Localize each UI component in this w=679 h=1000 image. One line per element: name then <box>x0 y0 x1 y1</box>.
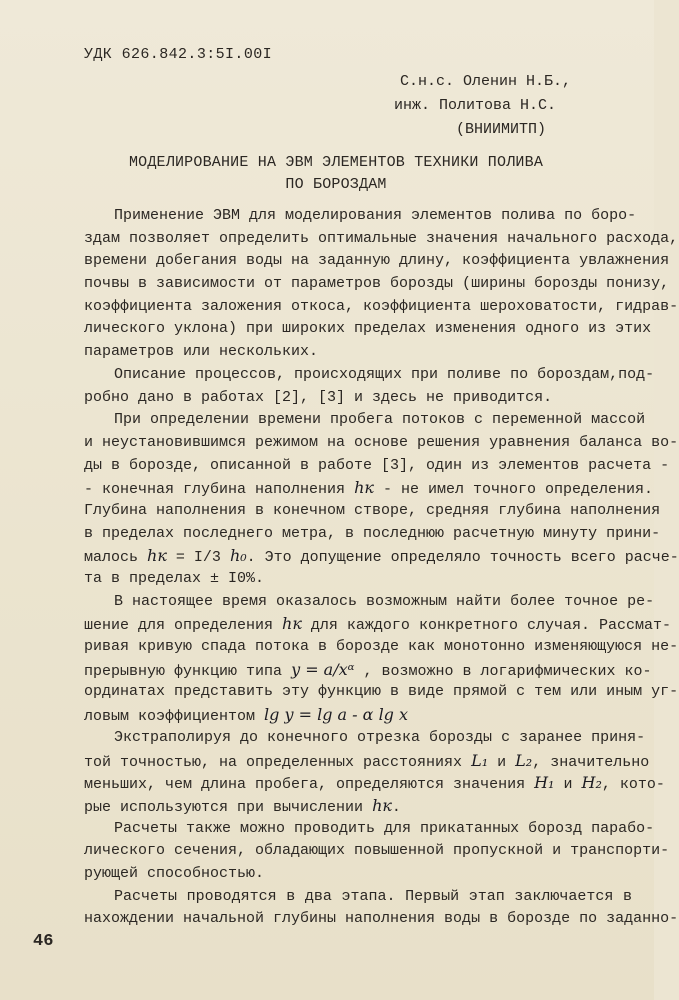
article-title <box>96 152 576 196</box>
title-line-2: ПО БОРОЗДАМ <box>285 176 387 193</box>
formula-L1: L₁ <box>471 750 489 770</box>
formula-H2: H₂ <box>581 773 602 793</box>
text-line: лического сечения, обладающих повышенной пропускной и транспорти- <box>84 842 670 860</box>
text-line: ды в борозде, описанной в работе [3], один из элементов расчета - <box>84 456 670 474</box>
text-line: нахождении начальной глубины наполнения воды в борозде по заданно- <box>84 910 679 928</box>
text-line: Глубина наполнения в конечном створе, средняя глубина наполнения <box>84 501 661 519</box>
text-line: Применение ЭВМ для моделирования элементов полива по боро- <box>114 207 637 224</box>
text-line: ординатах представить эту функцию в виде прямой с тем или иным уг- <box>84 683 679 701</box>
text-line: Расчеты проводятся в два этапа. Первый этап заключается в <box>114 887 632 905</box>
text-line: малось hк = I/3 h₀. Это допущение определяло точность всего расче- <box>84 546 679 567</box>
text-line: коэффициента заложения откоса, коэффициента шероховатости, гидрав- <box>84 297 679 315</box>
formula-hk: hк <box>372 795 392 815</box>
authors-block <box>394 70 572 142</box>
text-line: времени добегания воды на заданную длину, коэффициента увлажнения <box>84 252 670 270</box>
text-line: в пределах последнего метра, в последнюю расчетную минуту прини- <box>84 524 661 542</box>
text-line: При определении времени пробега потоков с переменной массой <box>114 411 646 429</box>
formula-L2: L₂ <box>515 750 533 770</box>
author-2: инж. Политова Н.С. <box>394 97 557 114</box>
text-line: шение для определения hк для каждого конкретного случая. Рассмат- <box>84 614 671 635</box>
text-line: Описание процессов, происходящих при поливе по бороздам,под- <box>114 365 655 383</box>
formula-hk: hк <box>282 614 302 634</box>
formula-hk: hк <box>354 478 374 498</box>
text-line: лического уклона) при широких пределах изменения одного из этих <box>84 320 652 338</box>
text-line: ривая кривую спада потока в борозде как монотонно изменяющуюся не- <box>84 638 679 656</box>
text-line: параметров или нескольких. <box>84 343 319 361</box>
text-line: рующей способностью. <box>84 864 265 882</box>
text-line: та в пределах ± I0%. <box>84 570 265 587</box>
text-line: и неустановившимся режимом на основе решения уравнения баланса во- <box>84 433 679 451</box>
formula-H1: H₁ <box>534 773 555 793</box>
text-line: рые используются при вычислении hк. <box>84 795 401 816</box>
text-line: здам позволяет определить оптимальные значения начального расхода, <box>84 229 679 247</box>
article-body <box>84 205 679 931</box>
text-line: - конечная глубина наполнения hк - не имел точного определения. <box>84 478 653 499</box>
text-line: ловым коэффициентом lg y = lg a - α lg x <box>84 705 409 726</box>
text-line: той точностью, на определенных расстояниях L₁ и L₂, значительно <box>84 750 650 771</box>
formula-h0: h₀ <box>229 546 247 566</box>
udc-code: УДК 626.842.3:5I.00I <box>84 46 273 63</box>
text-line: меньших, чем длина пробега, определяются значения H₁ и H₂, кото- <box>84 773 665 794</box>
text-line: прерывную функцию типа y = a/xᵅ , возможно в логарифмических ко- <box>84 659 652 680</box>
formula-hk: hк <box>147 546 167 566</box>
author-1: С.н.с. Оленин Н.Б., <box>400 73 572 90</box>
title-line-1: МОДЕЛИРОВАНИЕ НА ЭВМ ЭЛЕМЕНТОВ ТЕХНИКИ ПОЛИВА <box>128 154 544 171</box>
text-line: почвы в зависимости от параметров борозды (ширины борозды понизу, <box>84 275 670 293</box>
text-line: робно дано в работах [2], [3] и здесь не приводится. <box>84 388 553 406</box>
text-line: Экстраполируя до конечного отрезка борозды с заранее приня- <box>114 728 646 746</box>
formula-power-function: y = a/xᵅ <box>291 659 355 679</box>
page-number: 46 <box>33 932 54 951</box>
text-line: Расчеты также можно проводить для прикатанных борозд парабо- <box>114 819 655 837</box>
formula-log-equation: lg y = lg a - α lg x <box>264 705 409 725</box>
author-affiliation: (ВНИИМИТП) <box>456 121 547 138</box>
text-line: В настоящее время оказалось возможным найти более точное ре- <box>114 592 655 610</box>
